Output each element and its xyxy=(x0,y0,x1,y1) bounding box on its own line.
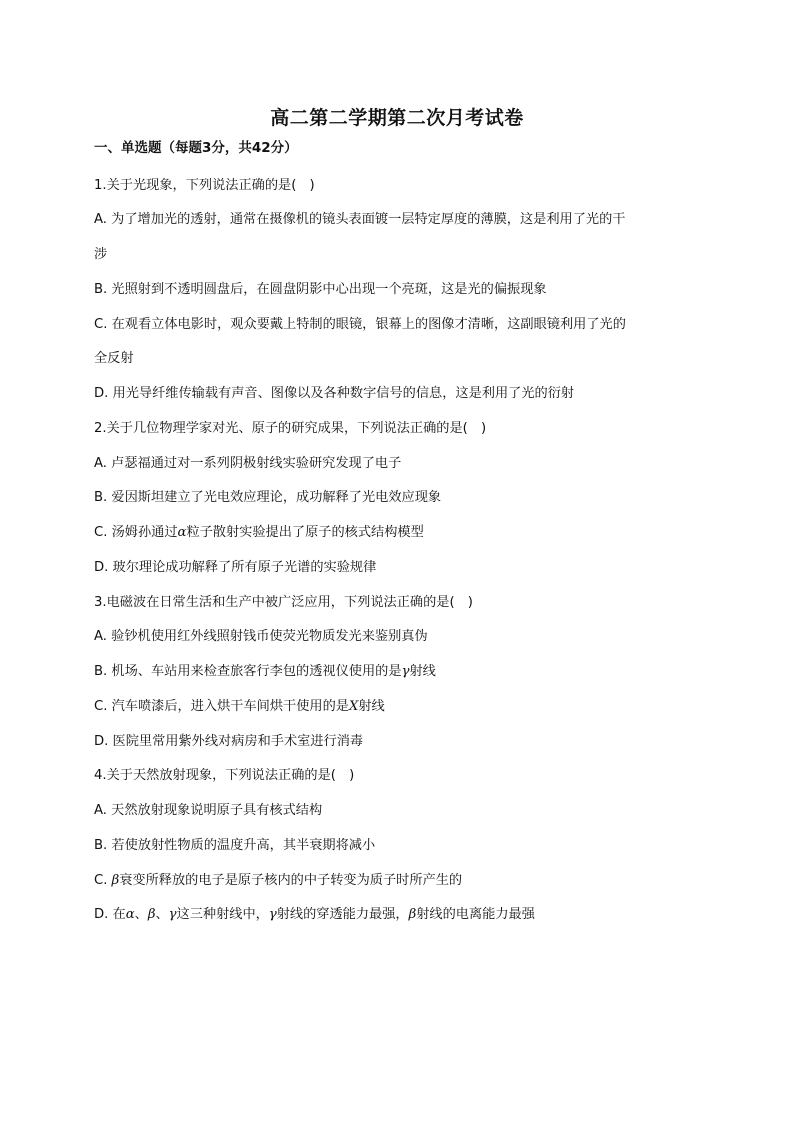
x-symbol: X xyxy=(348,699,359,714)
question-4-option-b: B. 若使放射性物质的温度升高，其半衰期将减小 xyxy=(94,838,376,853)
question-2-option-a: A. 卢瑟福通过对一系列阴极射线实验研究发现了电子 xyxy=(94,456,402,471)
option-text: C. xyxy=(94,873,112,888)
option-text: D. 在 xyxy=(94,907,126,922)
option-text: 粒子散射实验提出了原子的核式结构模型 xyxy=(186,525,424,540)
question-2-option-b: B. 爱因斯坦建立了光电效应理论，成功解释了光电效应现象 xyxy=(94,490,442,505)
option-text: C. 汤姆孙通过 xyxy=(94,525,178,540)
gamma-symbol: γ xyxy=(401,664,410,679)
beta-symbol: β xyxy=(147,907,156,922)
option-text: 射线 xyxy=(358,699,385,714)
question-1-option-a-line1: A. 为了增加光的透射，通常在摄像机的镜头表面镀一层特定厚度的薄膜，这是利用了光的干 xyxy=(94,212,626,227)
question-2-option-c xyxy=(94,524,424,542)
question-2-option-d: D. 玻尔理论成功解释了所有原子光谱的实验规律 xyxy=(94,560,377,575)
gamma-symbol: γ xyxy=(168,907,177,922)
option-text: C. 汽车喷漆后，进入烘干车间烘干使用的是 xyxy=(94,699,349,714)
question-3-stem: 3.电磁波在日常生活和生产中被广泛应用，下列说法正确的是( ) xyxy=(94,595,473,610)
question-1-option-c-line1: C. 在观看立体电影时，观众要戴上特制的眼镜，银幕上的图像才清晰，这副眼镜利用了光的 xyxy=(94,317,626,332)
question-1-option-c-line2: 全反射 xyxy=(94,351,134,366)
gamma-symbol: γ xyxy=(268,907,277,922)
beta-symbol: β xyxy=(408,907,417,922)
option-text: 射线的电离能力最强 xyxy=(416,907,535,922)
option-text: B. 机场、车站用来检查旅客行李包的透视仪使用的是 xyxy=(94,664,402,679)
option-text: 射线 xyxy=(409,664,436,679)
question-4-option-d xyxy=(94,906,535,924)
question-3-option-c xyxy=(94,698,385,716)
question-4-option-c xyxy=(94,872,462,890)
question-3-option-d: D. 医院里常用紫外线对病房和手术室进行消毒 xyxy=(94,734,364,749)
alpha-symbol: α xyxy=(125,907,135,922)
question-3-option-b xyxy=(94,663,436,681)
question-1-option-b: B. 光照射到不透明圆盘后，在圆盘阴影中心出现一个亮斑，这是光的偏振现象 xyxy=(94,282,547,297)
option-text: 射线的穿透能力最强， xyxy=(276,907,409,922)
option-text: 衰变所释放的电子是原子核内的中子转变为质子时所产生的 xyxy=(119,873,463,888)
page-title: 高二第二学期第二次月考试卷 xyxy=(270,107,524,129)
question-3-option-a: A. 验钞机使用红外线照射钱币使荧光物质发光来鉴别真伪 xyxy=(94,629,428,644)
alpha-symbol: α xyxy=(177,525,187,540)
option-text: 、 xyxy=(155,907,169,922)
question-1-option-d: D. 用光导纤维传输载有声音、图像以及各种数字信号的信息，这是利用了光的衍射 xyxy=(94,386,575,401)
section-heading: 一、单选题（每题3分，共42分） xyxy=(94,140,298,156)
question-4-stem: 4.关于天然放射现象，下列说法正确的是( ) xyxy=(94,768,355,783)
question-4-option-a: A. 天然放射现象说明原子具有核式结构 xyxy=(94,803,323,818)
question-2-stem: 2.关于几位物理学家对光、原子的研究成果，下列说法正确的是( ) xyxy=(94,421,487,436)
question-1-option-a-line2: 涉 xyxy=(94,247,108,262)
beta-symbol: β xyxy=(111,873,120,888)
question-1-stem: 1.关于光现象，下列说法正确的是( ) xyxy=(94,178,315,193)
option-text: 这三种射线中， xyxy=(176,907,269,922)
option-text: 、 xyxy=(134,907,148,922)
